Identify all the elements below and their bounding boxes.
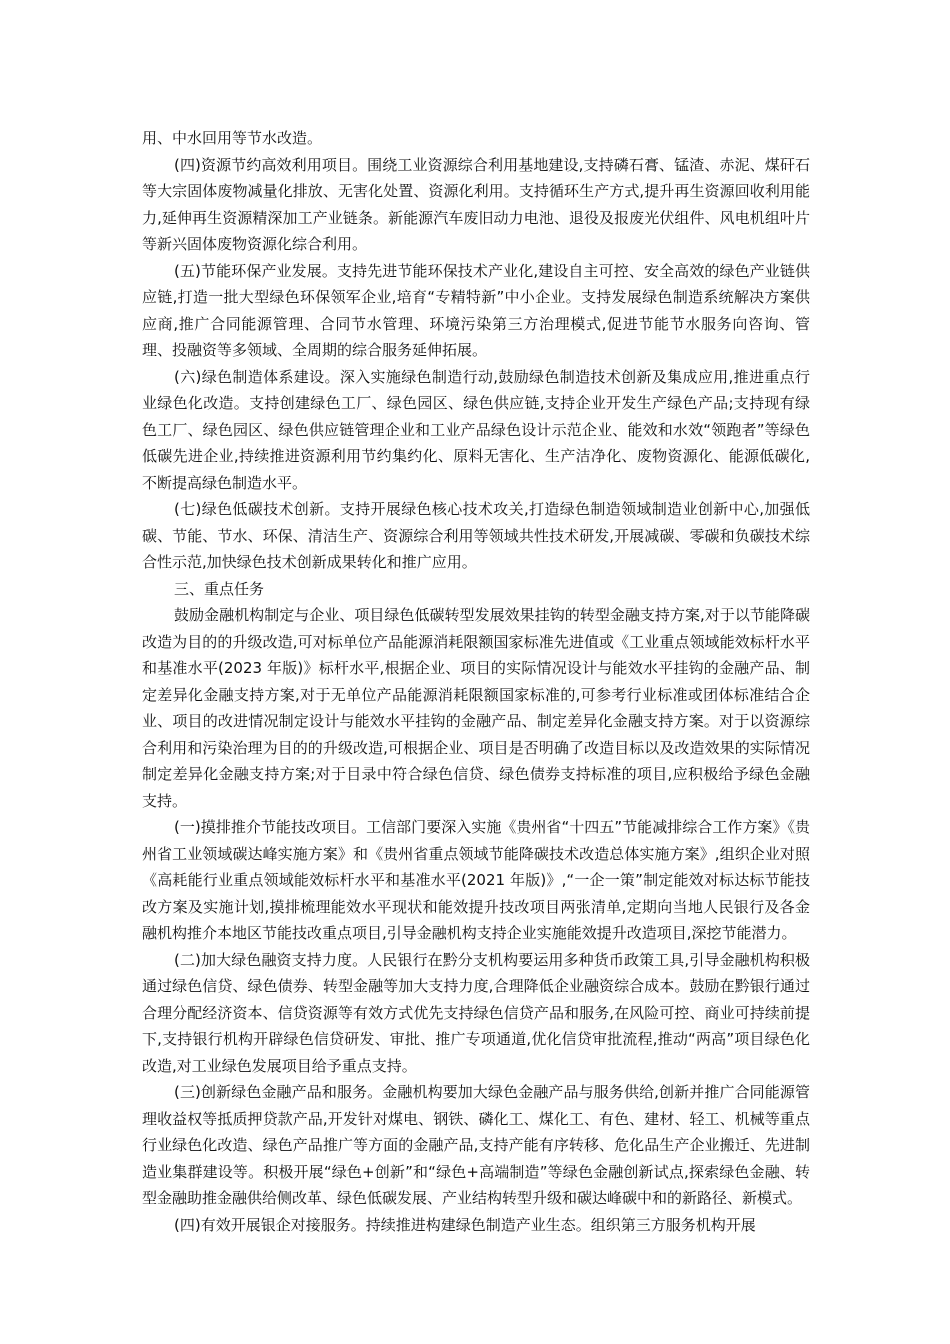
paragraph-task-1: (一)摸排推介节能技改项目。工信部门要深入实施《贵州省“十四五”节能减排综合工作方案》《贵州省工业领域碳达峰实施方案》和《贵州省重点领域节能降碳技术改造总体实施方案》,组织企业对照《高耗能行业重点领域能效标杆水平和基准水平(2021 年版)》,“一企一策”制定能效对标达标节能技改方案及实施计划,摸排梳理能效水平现状和能效提升技改项目两张清单,定期向当地人民银行及各金融机构推介本地区节能技改重点项目,引导金融机构支持企业实施能效提升改造项目,深挖节能潜力。 <box>142 818 810 942</box>
paragraph-green-tech-innovation: (七)绿色低碳技术创新。支持开展绿色核心技术攻关,打造绿色制造领域制造业创新中心,加强低碳、节能、节水、环保、清洁生产、资源综合利用等领域共性技术研发,开展减碳、零碳和负碳技术综合性示范,加快绿色技术创新成果转化和推广应用。 <box>142 500 810 571</box>
paragraph-task-3: (三)创新绿色金融产品和服务。金融机构要加大绿色金融产品与服务供给,创新并推广合同能源管理收益权等抵质押贷款产品,开发针对煤电、钢铁、磷化工、煤化工、有色、建材、轻工、机械等重点行业绿色化改造、绿色产品推广等方面的金融产品,支持产能有序转移、危化品生产企业搬迁、先进制造业集群建设等。积极开展“绿色+创新”和“绿色+高端制造”等绿色金融创新试点,探索绿色金融、转型金融助推金融供给侧改革、绿色低碳发展、产业结构转型升级和碳达峰碳中和的新路径、新模式。 <box>142 1083 810 1207</box>
paragraph-task-2: (二)加大绿色融资支持力度。人民银行在黔分支机构要运用多种货币政策工具,引导金融机构积极通过绿色信贷、绿色债券、转型金融等加大支持力度,合理降低企业融资综合成本。鼓励在黔银行通过合理分配经济资本、信贷资源等有效方式优先支持绿色信贷产品和服务,在风险可控、商业可持续前提下,支持银行机构开辟绿色信贷研发、审批、推广专项通道,优化信贷审批流程,推动“两高”项目绿色化改造,对工业绿色发展项目给予重点支持。 <box>142 950 810 1075</box>
paragraph-financial-support-plan: 鼓励金融机构制定与企业、项目绿色低碳转型发展效果挂钩的转型金融支持方案,对于以节能降碳改造为目的的升级改造,可对标单位产品能源消耗限额国家标准先进值或《工业重点领域能效标杆水平和基准水平(2023 年版)》标杆水平,根据企业、项目的实际情况设计与能效水平挂钩的金融产品、制定差异化金融支持方案,对于无单位产品能源消耗限额国家标准的,可参考行业标准或团体标准结合企业、项目的改进情况制定设计与能效水平挂钩的金融产品、制定差异化金融支持方案。对于以资源综合利用和污染治理为目的的升级改造,可根据企业、项目是否明确了改造目标以及改造效果的实际情况制定差异化金融支持方案;对于目录中符合绿色信贷、绿色债券支持标准的项目,应积极给予绿色金融支持。 <box>142 606 810 810</box>
paragraph-resource-saving: (四)资源节约高效利用项目。围绕工业资源综合利用基地建设,支持磷石膏、锰渣、赤泥、煤矸石等大宗固体废物减量化排放、无害化处置、资源化利用。支持循环生产方式,提升再生资源回收利用能力,延伸再生资源精深加工产业链条。新能源汽车废旧动力电池、退役及报废光伏组件、风电机组叶片等新兴固体废物资源化综合利用。 <box>142 155 810 253</box>
paragraph-continuation: 用、中水回用等节水改造。 <box>142 129 323 147</box>
paragraph-green-manufacturing-system: (六)绿色制造体系建设。深入实施绿色制造行动,鼓励绿色制造技术创新及集成应用,推进重点行业绿色化改造。支持创建绿色工厂、绿色园区、绿色供应链,支持企业开发生产绿色产品;支持现有绿色工厂、绿色园区、绿色供应链管理企业和工业产品绿色设计示范企业、能效和水效“领跑者”等绿色低碳先进企业,持续推进资源利用节约集约化、原料无害化、生产洁净化、废物资源化、能源低碳化,不断提高绿色制造水平。 <box>142 367 810 492</box>
paragraph-task-4: (四)有效开展银企对接服务。持续推进构建绿色制造产业生态。组织第三方服务机构开展 <box>174 1215 756 1234</box>
body-text <box>142 125 810 1238</box>
paragraph-energy-saving-industry: (五)节能环保产业发展。支持先进节能环保技术产业化,建设自主可控、安全高效的绿色产业链供应链,打造一批大型绿色环保领军企业,培育“专精特新”中小企业。支持发展绿色制造系统解决方案供应商,推广合同能源管理、合同节水管理、环境污染第三方治理模式,促进节能节水服务向咨询、管理、投融资等多领域、全周期的综合服务延伸拓展。 <box>142 261 810 359</box>
section-heading-key-tasks: 三、重点任务 <box>174 579 265 598</box>
